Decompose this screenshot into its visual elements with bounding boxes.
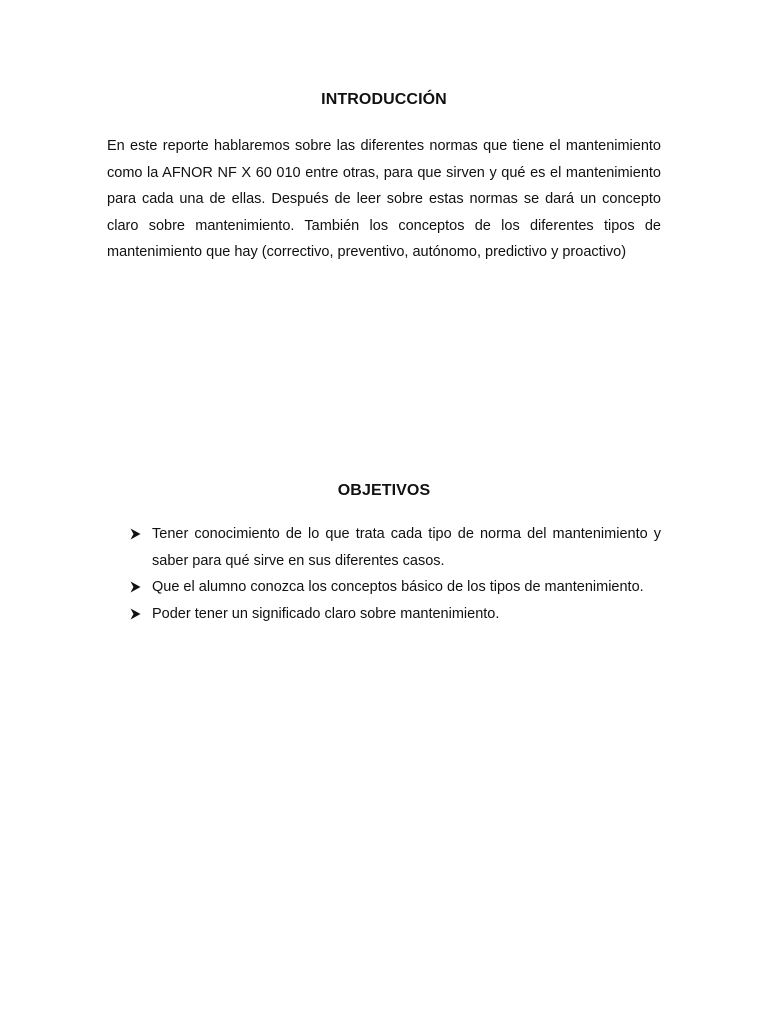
objective-item <box>130 521 661 574</box>
objective-text: Que el alumno conozca los conceptos básico de los tipos de mantenimiento. <box>152 579 644 596</box>
arrowhead-bullet-icon <box>130 528 141 540</box>
objective-text: Poder tener un significado claro sobre mantenimiento. <box>152 605 500 622</box>
arrowhead-bullet-icon <box>130 608 141 620</box>
objective-text: Tener conocimiento de lo que trata cada tipo de norma del mantenimiento y saber para qué sirve en sus diferentes casos. <box>152 526 661 569</box>
objectives-list <box>130 521 661 627</box>
objectives-heading: OBJETIVOS <box>337 482 431 499</box>
objective-item <box>130 574 661 601</box>
introduction-heading: INTRODUCCIÓN <box>321 91 447 108</box>
introduction-paragraph: En este reporte hablaremos sobre las diferentes normas que tiene el mantenimiento como la AFNOR NF X 60 010 entre otras, para que sirven y qué es el mantenimiento para cada una de ellas. Después de leer sobre estas normas se dará un concepto claro sobre mantenimiento. También los conceptos de los diferentes tipos de mantenimiento que hay (correctivo, preventivo, autónomo, predictivo y proactivo) <box>107 138 661 261</box>
objective-item <box>130 601 661 628</box>
arrowhead-bullet-icon <box>130 581 141 593</box>
